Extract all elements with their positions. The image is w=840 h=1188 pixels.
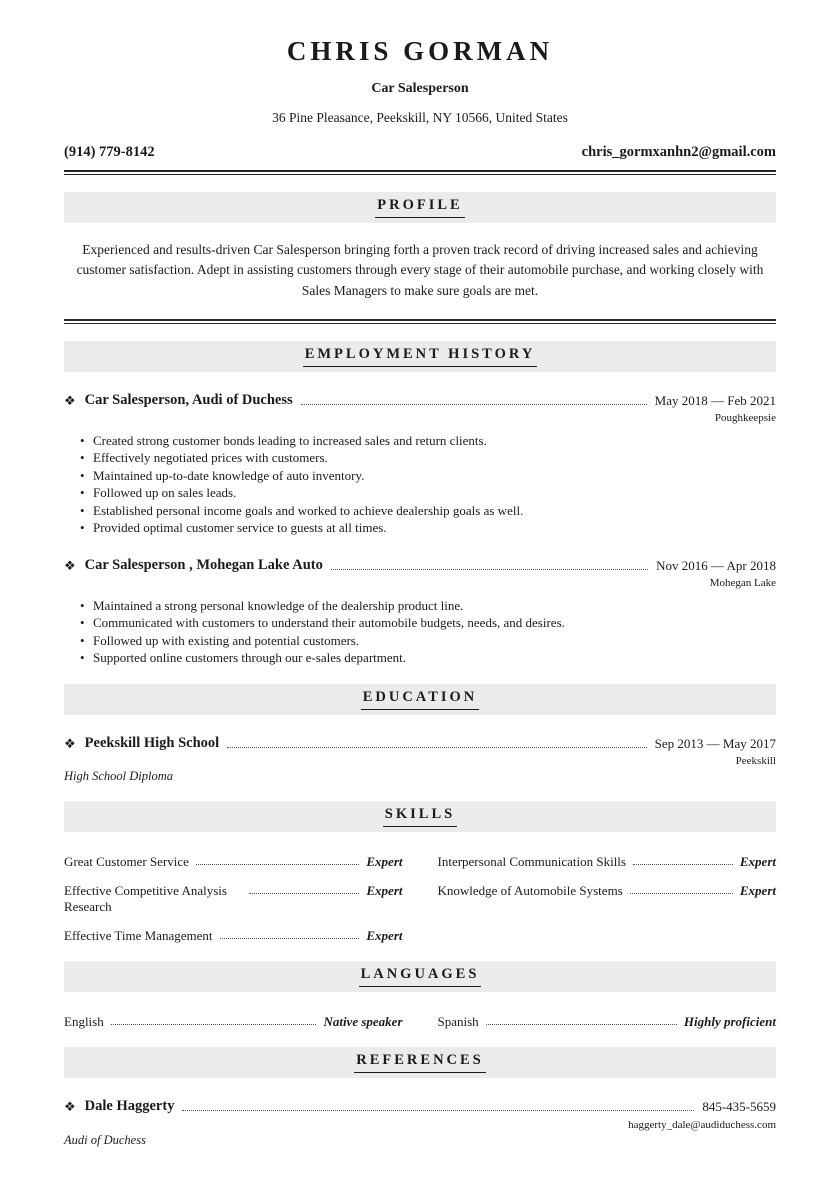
bullet-item: • Established personal income goals and worked to achieve dealership goals as well. <box>80 502 776 520</box>
reference-entry <box>64 1098 776 1148</box>
bullet-item: • Followed up with existing and potential customers. <box>80 632 776 650</box>
skill-row <box>64 854 403 870</box>
bullet-item: • Provided optimal customer service to guests at all times. <box>80 519 776 537</box>
entry-header <box>64 557 776 574</box>
dotted-leader <box>196 854 359 865</box>
job-title: Car Salesperson, Audi of Duchess <box>84 391 293 408</box>
bullet-item: • Maintained up-to-date knowledge of auto inventory. <box>80 467 776 485</box>
job-location: Mohegan Lake <box>709 576 776 589</box>
skill-level: Expert <box>366 927 403 943</box>
entry-header <box>64 1098 776 1115</box>
language-row <box>64 1014 403 1030</box>
email-address: chris_gormxanhn2@gmail.com <box>581 144 776 160</box>
bullet-item: • Maintained a strong personal knowledge of the dealership product line. <box>80 597 776 615</box>
dotted-leader <box>220 928 360 939</box>
skill-level: Expert <box>366 853 403 869</box>
section-header-education <box>64 684 776 715</box>
language-row <box>438 1014 777 1030</box>
divider-double-rule <box>64 319 776 324</box>
skill-name: Great Customer Service <box>64 853 189 869</box>
skill-level: Expert <box>366 882 403 898</box>
skill-row <box>64 928 403 944</box>
skill-name: Knowledge of Automobile Systems <box>437 882 623 898</box>
section-header-languages <box>64 961 776 992</box>
section-title: SKILLS <box>383 806 457 827</box>
skill-row <box>438 854 777 870</box>
diamond-icon: ❖ <box>64 1099 76 1115</box>
skill-level: Expert <box>739 853 776 869</box>
job-title: Car Salesperson , Mohegan Lake Auto <box>84 556 323 573</box>
section-title: EDUCATION <box>361 689 480 710</box>
person-job-title: Car Salesperson <box>371 81 469 96</box>
person-name: CHRIS GORMAN <box>286 36 554 66</box>
employment-entry <box>64 392 776 537</box>
section-title: LANGUAGES <box>359 966 482 987</box>
dotted-leader <box>331 569 648 570</box>
contact-row <box>64 144 776 161</box>
job-bullet-list <box>80 597 776 667</box>
reference-name: Dale Haggerty <box>84 1097 175 1114</box>
entry-header <box>64 735 776 752</box>
phone-number: (914) 779-8142 <box>64 144 155 160</box>
section-header-references <box>64 1047 776 1078</box>
skill-row <box>438 883 777 915</box>
section-title: REFERENCES <box>354 1052 486 1073</box>
job-dates: May 2018 — Feb 2021 <box>654 392 776 408</box>
job-dates: Nov 2016 — Apr 2018 <box>656 557 776 573</box>
diamond-icon: ❖ <box>64 736 76 752</box>
dotted-leader <box>111 1014 317 1025</box>
bullet-item: • Supported online customers through our e-sales department. <box>80 649 776 667</box>
reference-email: haggerty_dale@audiduchess.com <box>628 1118 776 1131</box>
dotted-leader <box>630 883 733 894</box>
languages-grid <box>64 1014 776 1030</box>
dotted-leader <box>182 1110 694 1111</box>
language-level: Native speaker <box>323 1013 403 1029</box>
section-title: EMPLOYMENT HISTORY <box>303 346 538 367</box>
skill-name: Interpersonal Communication Skills <box>437 853 626 869</box>
bullet-item: • Effectively negotiated prices with customers. <box>80 449 776 467</box>
bullet-item: • Communicated with customers to understand their automobile budgets, needs, and desires. <box>80 614 776 632</box>
profile-summary: Experienced and results-driven Car Salesperson bringing forth a proven track record of driving increased sales and achieving customer satisfaction. Adept in assisting customers through every stage of their automobile purchase, and working closely with Sales Managers to make sure goals are met. <box>76 242 764 298</box>
skill-name: Effective Competitive Analysis Research <box>64 882 227 914</box>
job-bullet-list <box>80 432 776 537</box>
education-entry <box>64 735 776 784</box>
education-dates: Sep 2013 — May 2017 <box>654 735 776 751</box>
language-name: Spanish <box>437 1013 479 1029</box>
school-name: Peekskill High School <box>84 734 220 751</box>
diamond-icon: ❖ <box>64 558 76 574</box>
diamond-icon: ❖ <box>64 393 76 409</box>
section-header-employment <box>64 341 776 372</box>
bullet-item: • Followed up on sales leads. <box>80 484 776 502</box>
reference-phone: 845-435-5659 <box>702 1098 776 1114</box>
language-name: English <box>64 1013 104 1029</box>
skill-row <box>64 883 403 915</box>
section-header-skills <box>64 801 776 832</box>
dotted-leader <box>633 854 733 865</box>
entry-header <box>64 392 776 409</box>
skill-level: Expert <box>739 882 776 898</box>
section-header-profile <box>64 192 776 223</box>
dotted-leader <box>486 1014 677 1025</box>
skills-grid <box>64 854 776 944</box>
section-title: PROFILE <box>375 197 464 218</box>
job-location: Poughkeepsie <box>714 411 776 424</box>
bullet-item: • Created strong customer bonds leading to increased sales and return clients. <box>80 432 776 450</box>
skill-name: Effective Time Management <box>64 927 213 943</box>
employment-entry <box>64 557 776 667</box>
person-address: 36 Pine Pleasance, Peekskill, NY 10566, United States <box>272 110 568 125</box>
reference-company: Audi of Duchess <box>64 1132 146 1147</box>
dotted-leader <box>227 747 646 748</box>
dotted-leader <box>249 883 359 894</box>
education-location: Peekskill <box>735 754 776 767</box>
language-level: Highly proficient <box>683 1013 776 1029</box>
dotted-leader <box>301 404 647 405</box>
divider-double-rule <box>64 170 776 175</box>
degree-name: High School Diploma <box>64 768 174 783</box>
